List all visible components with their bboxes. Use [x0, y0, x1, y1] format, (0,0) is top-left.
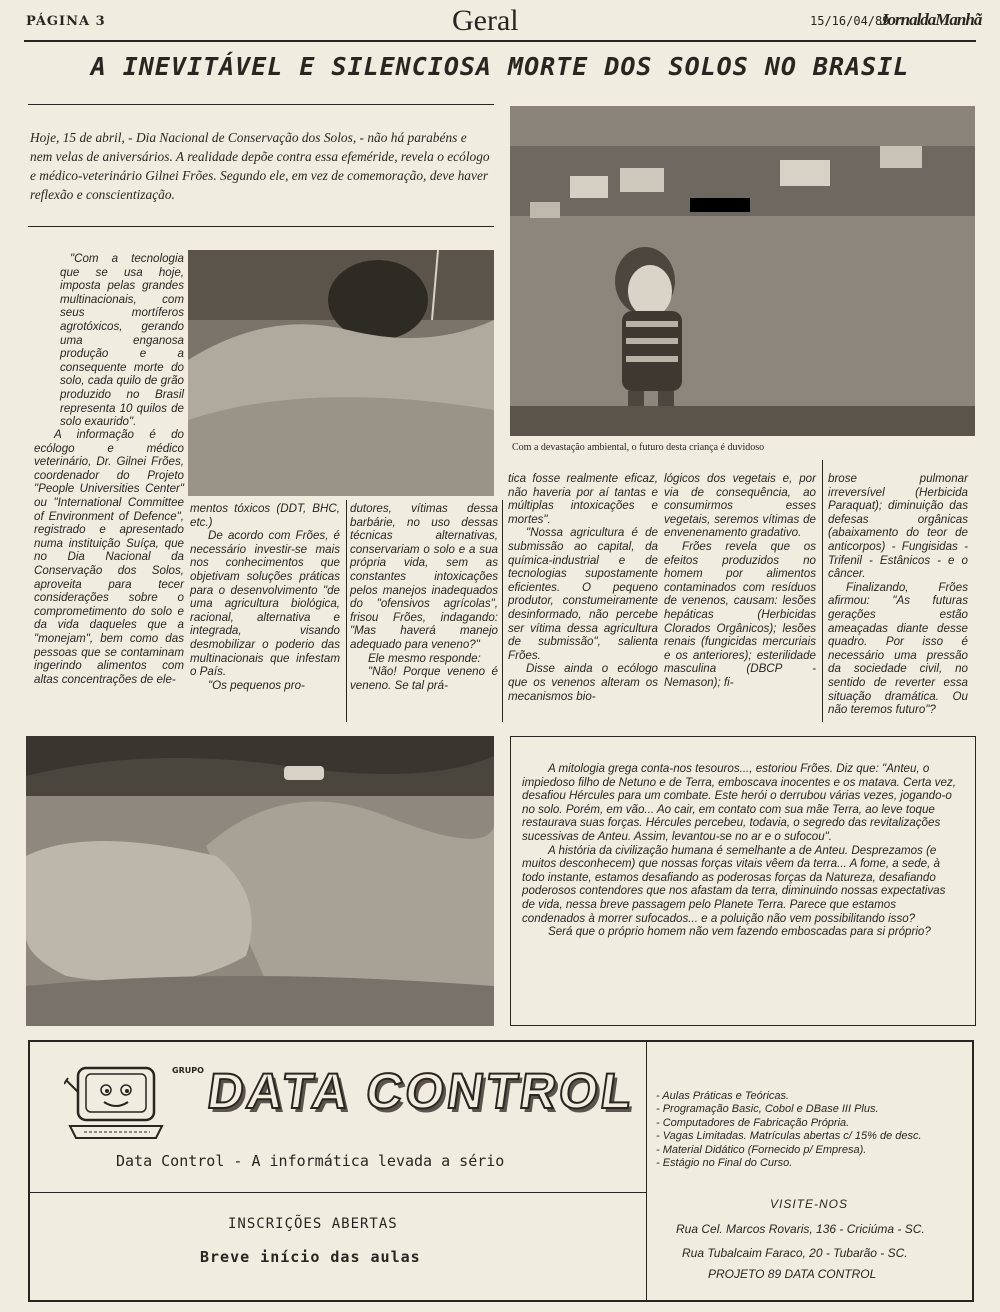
ad-logo-title: DATA CONTROL [204, 1063, 639, 1119]
page-number: PÁGINA 3 [26, 14, 106, 29]
list-item: - Estágio no Final do Curso. [656, 1157, 793, 1170]
erosion-photo-image [26, 736, 494, 1026]
column-6 [828, 472, 968, 717]
column-4-text-c: Disse ainda o ecólogo que os venenos alteram os mecanismos bio- [508, 662, 658, 703]
list-item: - Programação Basic, Cobol e DBase III Plus. [656, 1103, 879, 1116]
list-item: - Vagas Limitadas. Matrículas abertas c/ 15% de desc. [656, 1130, 922, 1143]
myth-paragraph-3: Será que o próprio homem não vem fazendo emboscadas para si próprio? [548, 925, 931, 939]
ad-divider [30, 1192, 646, 1193]
child-photo [510, 106, 975, 436]
col-rule-1 [346, 500, 347, 722]
headline: A INEVITÁVEL E SILENCIOSA MORTE DOS SOLOS NO BRASIL [90, 52, 910, 81]
erosion-photo [26, 736, 494, 1026]
ad-breve: Breve início das aulas [200, 1248, 421, 1266]
myth-text [522, 762, 960, 939]
col-rule-3 [822, 460, 823, 722]
lead-bottom-rule [28, 226, 494, 227]
column-3-text-c: "Não! Porque veneno é veneno. Se tal prá- [350, 665, 498, 692]
lead-paragraph: Hoje, 15 de abril, - Dia Nacional de Conservação dos Solos, - não há parabéns e nem velas de aniversários. A realidade depõe contra essa efeméride, revela o ecólogo e médico-veterinário Gilnei Frões. Segundo ele, em vez de comemoração, deve haver reflexão e conscientização. [30, 130, 490, 202]
ad-projeto: PROJETO 89 DATA CONTROL [708, 1267, 877, 1281]
soil-photo [188, 250, 494, 496]
column-4 [508, 472, 658, 703]
list-item: - Computadores de Fabricação Própria. [656, 1116, 850, 1129]
list-item: - Aulas Práticas e Teóricas. [656, 1090, 790, 1102]
column-6-text-b: Finalizando, Frões afirmou: "As futuras gerações estão ameaçadas diante desse quadro. Por isso é necessário uma pressão da sociedade civil, no sentido de reverter essa situação dramática. Ou não teremos futuro"? [828, 580, 968, 717]
column-1-paragraph: A informação é do ecólogo e médico veterinário, Dr. Gilnei Frões, coordenador do Projeto "People Universities Center" ou "International Committee of Environment of Defence", registrado e apresentado numa instituição Suíça, que no Dia Nacional da Conservação dos Solos, aproveita para tecer considerações sobre o comprometimento do solo e da vida daqueles que a "monejam", bem como das pessoas que se contaminam ingerindo alimentos com altas concentrações de ele- [34, 428, 184, 686]
lead-top-rule [28, 104, 494, 105]
myth-paragraph-2: A história da civilização humana é semelhante a de Anteu. Desprezamos (e muitos desconhecem) que nossas forças vitais vêem da terra... A fome, a sede, à todo instante, estamos desafiando as poderosas forças da Natureza, desafiando poderosos contendores que nos afastam da terra, diminuindo nossas expectativas de vida, nessa breve passagem pelo Planete Terra. Parece que estamos condenados à morrer sufocados... e a poluição não vem possibilitando isso? [522, 843, 946, 925]
photo-caption: Com a devastação ambiental, o futuro desta criança é duvidoso [512, 442, 765, 453]
child-photo-image [510, 106, 975, 436]
column-1-quote: "Com a tecnologia que se usa hoje, imposta pelas grandes multinacionais, com seus mortíferos agrotóxicos, gerando uma enganosa produção e a consequente morte do solo, cada quilo de grão produzido no Brasil representa 10 quilos de solo exaurido". [60, 252, 184, 429]
column-5-text-a: lógicos dos vegetais e, por via de consequência, ao consumirmos esses vegetais, seremos vítimas de envenenamento gradativo. [664, 472, 816, 540]
ad-visite: VISITE-NOS [770, 1197, 849, 1211]
col-rule-2 [502, 500, 503, 722]
ad-grupo-label: GRUPO [172, 1066, 204, 1075]
column-2-text-a: mentos tóxicos (DDT, BHC, etc.) [190, 502, 340, 529]
column-1-body [34, 428, 184, 686]
ad-address-tubarao: Rua Tubalcaim Faraco, 20 - Tubarão - SC. [682, 1246, 908, 1260]
column-3-text-b: Ele mesmo responde: [368, 651, 481, 665]
myth-paragraph-1: A mitologia grega conta-nos tesouros..., estoriou Frões. Diz que: "Anteu, o impiedoso filho de Netuno e de Terra, emboscava inocentes e os matava. Certa vez, desafiou Hércules para um combate. Este herói o derrubou várias vezes, jogando-o no solo. Porém, em vão... Ao cair, em contato com sua mãe Terra, ao leve toque restaurava suas forças. Hércules percebeu, todavia, o segredo das revitalizações sucessivas de Anteu. Assim, levantou-se no ar e o sufocou". [522, 762, 956, 843]
column-5 [664, 472, 816, 690]
column-3 [350, 502, 498, 692]
issue-date: 15/16/04/89 [810, 14, 890, 28]
newspaper-logo: JornaldaManhã [880, 10, 982, 29]
column-2-text-c: "Os pequenos pro- [208, 678, 305, 692]
column-3-text-a: dutores, vítimas dessa barbárie, no uso dessas técnicas alternativas, conservariam o solo e a sua própria vida, sem as constantes intoxicações pelos manejos inadequados do "ofensivos agrícolas", frisou Frões, indagando: "Mas haverá manejo adequado para veneno?" [350, 502, 498, 651]
column-6-text-a: brose pulmonar irreversível (Herbicida Paraquat); diminuição das defesas orgânicas (abaixamento do teor de anticorpos) - Fungisidas - Trifenil - Estânicos - e o câncer. [828, 472, 968, 581]
column-4-text-a: tica fosse realmente eficaz, não haveria por aí tantas e múltiplas intoxicações e mortes". [508, 472, 658, 526]
list-item: - Material Didático (Fornecido p/ Empresa). [656, 1143, 867, 1156]
computer-mascot-icon [64, 1062, 168, 1142]
column-1-intro [60, 252, 184, 429]
ad-address-criciuma: Rua Cel. Marcos Rovaris, 136 - Criciúma - SC. [676, 1222, 925, 1236]
column-2 [190, 502, 340, 692]
soil-photo-image [188, 250, 494, 496]
ad-slogan: Data Control - A informática levada a sério [116, 1152, 505, 1170]
section-title: Geral [452, 4, 519, 37]
header-rule [24, 40, 976, 42]
ad-feature-list [656, 1090, 966, 1170]
ad-inscricoes: INSCRIÇÕES ABERTAS [228, 1216, 398, 1232]
ad-vertical-divider [646, 1042, 647, 1300]
column-5-text-b: Frões revela que os efeitos produzidos no homem por alimentos contaminados com resíduos de venenos, causam: lesões hepáticas (Herbicidas Clorados Orgânicos); lesões renais (fungicidas mercuriais e os anteriores); esterilidade masculina (DBCP - Nemason); fi- [664, 539, 816, 689]
column-2-text-b: De acordo com Frões, é necessário investir-se mais nos conhecimentos que objetivam soluções práticas para o desenvolvimento "de uma agricultura biológica, racional, alternativa e integrada, visando desmobilizar o poderio das multinacionais que infestam o País. [190, 529, 340, 679]
column-4-text-b: "Nossa agricultura é de submissão ao capital, da química-industrial e de tecnologias supostamente eficientes. O pequeno produtor, constumeiramente desinformado, não percebe ser vítima dessa agricultura de submissão", salienta Frões. [508, 526, 658, 662]
